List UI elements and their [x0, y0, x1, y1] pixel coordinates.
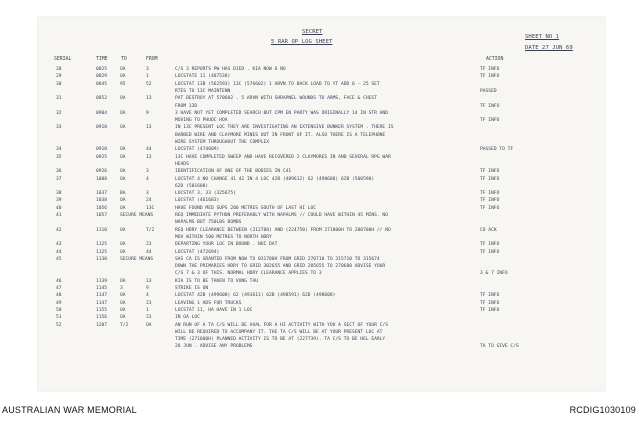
row-serial: 46 [56, 278, 62, 284]
row-serial: 51 [56, 315, 62, 321]
row-text: HEADS [175, 161, 189, 167]
row-from: 13 [146, 278, 152, 284]
row-action: TF INFO [480, 293, 500, 299]
log-row [38, 286, 605, 293]
row-text: LOCSTATE 11 (487538) [175, 74, 231, 80]
row-action: TF INFO [480, 307, 500, 313]
row-from: 13 [146, 154, 152, 160]
log-row [38, 271, 605, 278]
row-time: 1057 [96, 213, 108, 218]
row-time: 1147 [96, 293, 108, 299]
log-row [38, 250, 605, 257]
row-text: LOCSTAT (461683) [175, 198, 220, 204]
row-time: 1139 [96, 278, 108, 284]
row-text: LOCSTAT 13B (562593) 13C (576602) 1 ARVN TO BACK LOAD TO YT ADD 6 - 25 SET [175, 81, 380, 87]
row-time: 1125 [96, 242, 108, 248]
row-text: C/S 3 REPORTS PW HAS DIED . KIA NOW 6 NO [175, 67, 286, 72]
log-row [38, 198, 605, 205]
log-row [38, 315, 605, 322]
row-to: OA [120, 293, 126, 299]
row-text: LOCSTAT 3, 33 (325675) [175, 191, 236, 197]
row-serial: 47 [56, 286, 62, 291]
row-to: OA [120, 169, 126, 175]
row-serial: 45 [56, 256, 62, 262]
row-action: TA TO GIVE C/S [480, 344, 519, 350]
row-serial: 50 [56, 307, 62, 313]
log-row [38, 177, 605, 184]
row-to: OA [120, 96, 126, 102]
log-row [38, 257, 605, 264]
log-row [38, 323, 605, 330]
row-to: OA [120, 278, 126, 284]
row-text: 13C HAVE COMPLETED SWEEP AND HAVE RECOVERED 2 CLAYMORES IN AND SEVERAL RPG WAR [175, 154, 391, 160]
col-from-header: FROM [146, 57, 158, 62]
row-to: SECURE MEANS [120, 213, 154, 218]
log-row [38, 344, 605, 351]
row-text: NAPALMS BUT 750LBS BOMBS [175, 220, 242, 226]
row-from: 3 [146, 169, 149, 175]
row-serial: 48 [56, 293, 62, 299]
row-time: 1037 [96, 191, 108, 197]
row-to: OA [120, 205, 126, 211]
row-time: 0845 [96, 81, 108, 87]
col-serial-header: SERIAL [54, 57, 72, 62]
row-time: 0825 [96, 67, 108, 72]
row-text: REQ IMMEDIATE PYTHON PREFERABLY WITH NAPALMS // COULD HAVE WITHIN 45 MINS. NO [175, 213, 388, 218]
row-serial: 35 [56, 154, 62, 160]
row-to: BA [120, 191, 126, 197]
col-to-header: TO [121, 57, 127, 62]
log-row [38, 330, 605, 337]
row-action: TF INFO [480, 242, 500, 248]
row-serial: 39 [56, 198, 62, 204]
row-to: 95 [120, 81, 126, 87]
row-time: 1156 [96, 315, 108, 321]
row-to: 3 [120, 286, 123, 291]
col-time-header: TIME [96, 57, 108, 62]
log-row [38, 89, 605, 96]
log-row [38, 74, 605, 81]
log-row [38, 162, 605, 169]
row-time: 0852 [96, 96, 108, 102]
log-row [38, 67, 605, 74]
sheet-title: 5 RAR OP LOG SHEET [271, 39, 333, 45]
row-action: TF INFO [480, 67, 500, 72]
row-serial: 36 [56, 169, 62, 175]
row-text: FROM 13D [175, 103, 198, 109]
row-text: LOCSTAT 42B (499608) 62 (493611) 62B (498591) 62D (498608) [175, 293, 336, 299]
row-action: TF INFO [480, 198, 500, 204]
row-from: 4 [146, 176, 149, 182]
row-action: TF INFO [480, 205, 500, 211]
row-from: 13C [146, 205, 155, 211]
row-action: TF INFO [480, 191, 500, 197]
row-serial: 33 [56, 125, 62, 131]
log-row [38, 242, 605, 249]
row-to: OA [120, 125, 126, 131]
row-serial: 29 [56, 74, 62, 80]
row-action: PASSED [480, 88, 497, 94]
row-text: LEAVING 1 ADS FOR TRUCKS [175, 300, 242, 306]
row-serial: 28 [56, 67, 62, 72]
row-time: 0829 [96, 74, 108, 80]
row-time: 1145 [96, 286, 108, 291]
row-action: TF INFO [480, 300, 500, 306]
log-row [38, 213, 605, 220]
row-from: 3 [146, 67, 149, 72]
row-text: IDENTIFICATION OF ONE OF THE BODIES IN C41 [175, 169, 292, 175]
row-time: 1147 [96, 300, 108, 306]
row-to: OA [120, 315, 126, 321]
row-serial: 49 [56, 300, 62, 306]
row-from: 44 [146, 249, 152, 255]
row-from: 44 [146, 147, 152, 153]
row-from: 52 [146, 81, 152, 87]
row-time: 1130 [96, 256, 108, 262]
log-row [38, 96, 605, 103]
row-from: 23 [146, 300, 152, 306]
row-serial: 40 [56, 205, 62, 211]
row-from: 23 [146, 315, 152, 321]
log-row [38, 133, 605, 140]
row-text: STRIKE IS ON [175, 286, 209, 291]
log-row [38, 301, 605, 308]
row-serial: 52 [56, 322, 62, 328]
row-action: TF INFO [480, 249, 500, 255]
row-serial: 43 [56, 242, 62, 248]
row-serial: 32 [56, 110, 62, 116]
row-time: 0904 [96, 110, 108, 116]
footer-institution: AUSTRALIAN WAR MEMORIAL [2, 405, 137, 415]
log-row [38, 235, 605, 242]
log-row [38, 104, 605, 111]
row-text: MOVING TO PHUOC HOA [175, 118, 228, 124]
footer-reference: RCDIG1030109 [569, 405, 636, 415]
sheet-date: DATE 27 JUN 69 [525, 45, 573, 51]
log-row [38, 337, 605, 344]
row-time: 0910 [96, 147, 108, 153]
row-action: PASSED TO TF [480, 147, 514, 153]
row-action: TF INFO [480, 169, 500, 175]
row-text: REQ HDRY CLEARANCE BETWEEN (212788) AND (224750) FROM 271800H TO 280700H // NO [175, 227, 391, 233]
row-text: KIA IS TO BE TAKEN TO VUNG TAU [175, 278, 258, 284]
row-action: TF INFO [480, 103, 500, 109]
row-time: 1110 [96, 227, 108, 233]
log-row [38, 140, 605, 147]
row-to: SECURE MEANS [120, 256, 154, 262]
row-serial: 31 [56, 96, 62, 102]
row-to: OA [120, 227, 126, 233]
row-action: TF INFO [480, 176, 500, 182]
row-to: OA [120, 198, 126, 204]
log-row [38, 82, 605, 89]
row-text: LOCSTAT (474609) [175, 147, 220, 153]
row-serial: 41 [56, 213, 62, 218]
row-text: 28 JUN . ADVISE ANY PROBLEMS [175, 344, 253, 350]
col-action-header: ACTION [486, 57, 504, 62]
sheet-number: SHEET NO 1 [525, 34, 560, 40]
row-text: LOCSTAT 11, HA HAVE IN 1 LOC [175, 307, 253, 313]
row-serial: 42 [56, 227, 62, 233]
row-text: PAT DESTROY AT 570602 . 5 ARVN WITH SHRAPNEL WOUNDS TO ARMS, FACE & CHEST [175, 96, 377, 102]
row-to: OA [120, 249, 126, 255]
row-text: WIRE SYSTEM THROUGHOUT THE COMPLEX [175, 140, 270, 145]
row-from: 13 [146, 96, 152, 102]
row-text: 62D (501608) [175, 183, 209, 189]
row-from: 24 [146, 198, 152, 204]
row-to: OA [120, 307, 126, 313]
row-to: OA [120, 300, 126, 306]
row-action: CO ACK [480, 227, 497, 233]
row-from: 23 [146, 242, 152, 248]
row-text: C/S 7 & 3 OF THIS. NORMAL HDRY CLEARANCE APPLIES TO 3 [175, 271, 322, 277]
row-time: 0926 [96, 169, 108, 175]
row-action: TF INFO [480, 74, 500, 80]
row-time: 1207 [96, 322, 108, 328]
row-text: 3 HAVE NOT YET COMPLETED SEARCH BUT CPM EN PARTY WAS ORIGINALLY 14 IN STR AND [175, 110, 388, 116]
row-text: DEPARTING YOUR LOC IN BOUND . NUI DAT [175, 242, 278, 248]
row-time: 1155 [96, 307, 108, 313]
row-text: DOWN THE PRIMARIES HDRY TO GRID 302655 AND GRID 285655 TO 270680 ADVISE YOUR [175, 264, 386, 270]
log-row [38, 155, 605, 162]
row-serial: 38 [56, 191, 62, 197]
row-to: OA [120, 74, 126, 80]
row-time: 1125 [96, 249, 108, 255]
row-text: WILL BE REQUIRED TO ACCOMPANY IT. THE TA C/S WILL BE AT YOUR PRESENT LOC AT [175, 329, 383, 335]
row-from: 9 [146, 286, 149, 291]
row-to: OA [120, 67, 126, 72]
log-row [38, 308, 605, 315]
row-text: SAS CA IS GRANTED FROM NOW TO 031700H FROM GRID 270710 TO 315710 TO 315674 [175, 256, 380, 262]
row-action: TF INFO [480, 118, 500, 124]
row-serial: 37 [56, 176, 62, 182]
row-to: OA [120, 147, 126, 153]
log-row [38, 206, 605, 213]
row-time: 0910 [96, 125, 108, 131]
row-text: TIME (271600H) PLANNED ACTIVITY IS TO BE AT (227739). TA C/S TO BE HEL EARLY [175, 337, 386, 343]
row-text: LOCSTAT 4 NO CHANGE 41 42 IN 4 LOC 42B (489612) 62 (498608) 62B (500590) [175, 176, 375, 182]
row-text: IN 13C PRESENT LOC THEY ARE INVESTIGATING AN EXTENSIVE BUNKER SYSTEM . THERE IS [175, 125, 394, 131]
row-text: HAVE FOUND MED SUPS 200 METRES SOUTH OF LAST HI LOC [175, 205, 317, 211]
row-text: RTES TO 13C MAINTENN [175, 88, 231, 94]
log-row [38, 111, 605, 118]
row-to: OA [120, 110, 126, 116]
row-time: 0925 [96, 154, 108, 160]
log-row [38, 228, 605, 235]
row-serial: 44 [56, 249, 62, 255]
row-text: LOCSTAT (472694) [175, 249, 220, 255]
row-text: IN OA LOC [175, 315, 200, 321]
classification-label: SECRET [302, 29, 323, 35]
log-row [38, 220, 605, 227]
log-row [38, 293, 605, 300]
row-from: T/2 [146, 227, 155, 233]
log-row [38, 147, 605, 154]
row-serial: 34 [56, 147, 62, 153]
row-to: T/2 [120, 322, 129, 328]
row-to: OA [120, 154, 126, 160]
log-row [38, 125, 605, 132]
row-time: 1008 [96, 176, 108, 182]
log-row [38, 169, 605, 176]
row-from: 3 [146, 191, 149, 197]
row-from: OA [146, 322, 152, 328]
row-from: 13 [146, 125, 152, 131]
row-from: 4 [146, 293, 149, 299]
log-row [38, 279, 605, 286]
row-time: 1056 [96, 205, 108, 211]
row-to: OA [120, 242, 126, 248]
row-time: 1038 [96, 198, 108, 204]
row-from: 9 [146, 110, 149, 116]
row-text: BARBED WIRE AND CLAYMORE MINES OUT IN FRONT OF IT. ALSO THERE IS A TELEPHONE [175, 132, 386, 138]
row-from: 1 [146, 74, 149, 80]
row-text: MOV WITHIN 500 METRES TO NORTH HDRY [175, 234, 272, 240]
row-from: 1 [146, 307, 149, 313]
row-text: AN RUN OF A TA C/S WILL BE AVAL FOR A HI ACTIVITY WITH YOU A SECT OF YOUR C/S [175, 322, 388, 328]
log-sheet [38, 17, 605, 391]
log-row [38, 184, 605, 191]
row-action: 3 & 7 INFO [480, 271, 508, 277]
row-to: OA [120, 176, 126, 182]
row-serial: 30 [56, 81, 62, 87]
